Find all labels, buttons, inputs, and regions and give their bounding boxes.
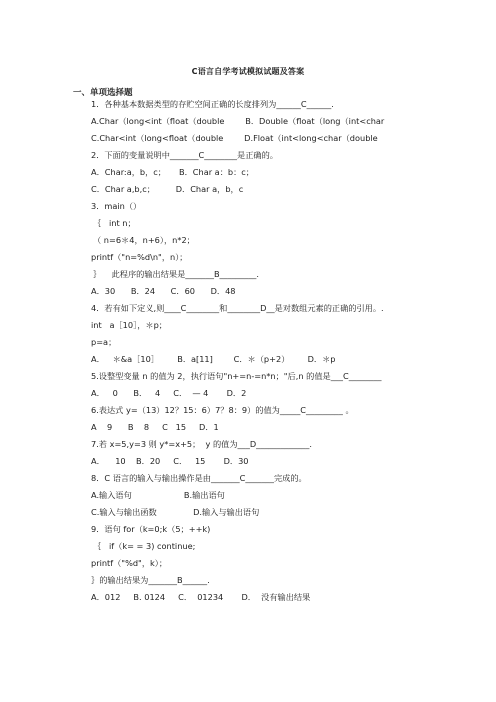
option-line: A．Char:a，b，c； B．Char a：b：c； [91,167,254,177]
question-line: 6.表达式 y=（13）12？15：6）7？8：9）的值为_____C_________ 。 [91,405,354,415]
option-line: A． 10 B．20 C． 15 D．30 [91,456,249,466]
code-line: printf（"n=%d\n"，n）； [91,252,188,262]
question-line: 8．C 语言的输入与输出操作是由_______C_______完成的。 [91,473,307,483]
section-heading: 一、单项选择题 [73,88,133,98]
option-line: C.输入与输出函数 D.输入与输出语句 [91,507,260,517]
code-line: p=a； [91,337,117,347]
code-line: （ n=6＊4，n+6），n*2； [93,235,195,245]
option-line: A.输入语句 B.输出语句 [91,490,225,500]
code-line: int a［10］，＊p； [91,320,167,330]
code-line: ｛ if（k= = 3) continue; [93,541,196,551]
option-line: A．012 B. 0124 C． 01234 D． 没有输出结果 [91,592,311,602]
question-line: 5.设整型变量 n 的值为 2，执行语句"n+=n-=n*n；"后,n 的值是___C________ [91,371,382,381]
code-line: ｛ int n； [93,218,136,228]
option-line: A 9 B 8 C 15 D．1 [91,422,219,432]
question-line: 4．若有如下定义,则____C________和________D__是对数组元素的正确的引用。. [91,303,384,313]
option-line: A． ＊&a［10］ B．a[11] C．＊（p+2） D．＊p [91,354,336,364]
question-line: 1．各种基本数据类型的存贮空间正确的长度排列为______C______. [91,99,334,109]
question-line: 3．main（） [91,201,142,211]
code-line: ｝的输出结果为_______B______. [91,575,210,585]
question-line: 2．下面的变量说明中_______C________是正确的。 [91,150,278,160]
code-line: printf（"%d"，k）； [91,558,168,568]
document-title: C语言自学考试模拟试题及答案 [191,67,305,76]
option-line: A． 0 B． 4 C． — 4 D．2 [91,388,247,398]
option-line: C．Char a,b,c； D．Char a，b，c [91,184,244,194]
question-line: 9．语句 for（k=0;k（5；++k) [91,524,211,534]
option-line: A．30 B．24 C．60 D．48 [91,286,236,296]
option-line: C.Char<int（long<float（double D.Float（int<long<char（double [91,133,378,143]
question-line: 7.若 x=5,y=3 则 y*=x+5； y 的值为___D_____________. [91,439,312,449]
option-line: A.Char（long<int（float（double B．Double（float（long（int<char [91,116,385,126]
code-line: ｝ 此程序的输出结果是_______B_________. [93,269,260,279]
